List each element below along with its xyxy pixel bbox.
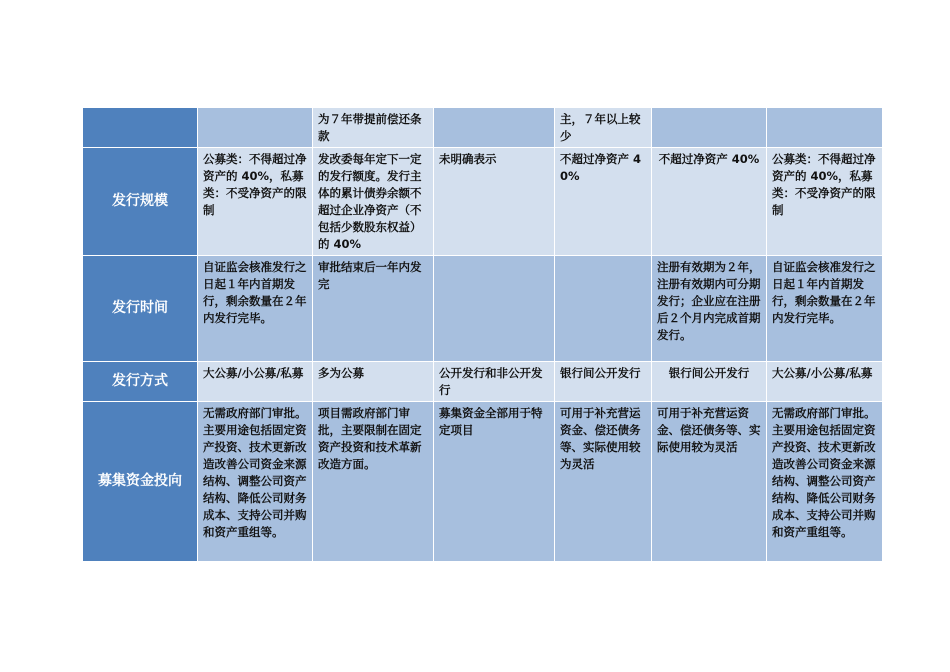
bond-comparison-table <box>82 107 883 562</box>
table-cell: 项目需政府部门审批，主要限制在固定资产投资和技术革新改造方面。 <box>313 402 434 562</box>
table-row <box>83 256 883 362</box>
table-cell: 审批结束后一年内发完 <box>313 256 434 362</box>
table-cell <box>652 108 767 148</box>
row-header: 发行时间 <box>83 256 198 362</box>
table-cell: 大公募/小公募/私募 <box>767 362 883 402</box>
row-header: 募集资金投向 <box>83 402 198 562</box>
row-header: 发行方式 <box>83 362 198 402</box>
table-cell: 银行间公开发行 <box>555 362 652 402</box>
table-cell: 无需政府部门审批。主要用途包括固定资产投资、技术更新改造改善公司资金来源结构、调整公司资产结构、降低公司财务成本、支持公司并购和资产重组等。 <box>198 402 313 562</box>
table-cell: 主，７年以上较少 <box>555 108 652 148</box>
table-cell: 多为公募 <box>313 362 434 402</box>
table-cell: 募集资金全部用于特定项目 <box>434 402 555 562</box>
table-cell <box>767 108 883 148</box>
table-cell: 公募类：不得超过净资产的 40%，私募类：不受净资产的限制 <box>767 148 883 256</box>
table-row <box>83 402 883 562</box>
table-cell: 自证监会核准发行之日起１年内首期发行，剩余数量在２年内发行完毕。 <box>198 256 313 362</box>
table-row <box>83 362 883 402</box>
table-cell <box>198 108 313 148</box>
table-cell: 自证监会核准发行之日起１年内首期发行，剩余数量在２年内发行完毕。 <box>767 256 883 362</box>
row-header <box>83 108 198 148</box>
table-cell: 银行间公开发行 <box>652 362 767 402</box>
table-cell: 为７年带提前偿还条款 <box>313 108 434 148</box>
table-cell: 发改委每年定下一定的发行额度。发行主体的累计债券余额不超过企业净资产（不包括少数股东权益）的 40% <box>313 148 434 256</box>
table-row <box>83 108 883 148</box>
table-cell: 可用于补充营运资金、偿还债务等、实际使用较为灵活 <box>652 402 767 562</box>
table-cell: 公募类：不得超过净资产的 40%，私募类：不受净资产的限制 <box>198 148 313 256</box>
table-cell: 未明确表示 <box>434 148 555 256</box>
table-cell <box>434 108 555 148</box>
table-cell <box>555 256 652 362</box>
table-cell: 可用于补充营运资金、偿还债务等、实际使用较为灵活 <box>555 402 652 562</box>
table-cell: 注册有效期为２年，注册有效期内可分期发行；企业应在注册后２个月内完成首期发行。 <box>652 256 767 362</box>
table-cell: 不超过净资产 40% <box>555 148 652 256</box>
table-cell: 无需政府部门审批。主要用途包括固定资产投资、技术更新改造改善公司资金来源结构、调整公司资产结构、降低公司财务成本、支持公司并购和资产重组等。 <box>767 402 883 562</box>
table-cell: 不超过净资产 40% <box>652 148 767 256</box>
table-cell <box>434 256 555 362</box>
table-cell: 公开发行和非公开发行 <box>434 362 555 402</box>
table-row <box>83 148 883 256</box>
table-cell: 大公募/小公募/私募 <box>198 362 313 402</box>
row-header: 发行规模 <box>83 148 198 256</box>
